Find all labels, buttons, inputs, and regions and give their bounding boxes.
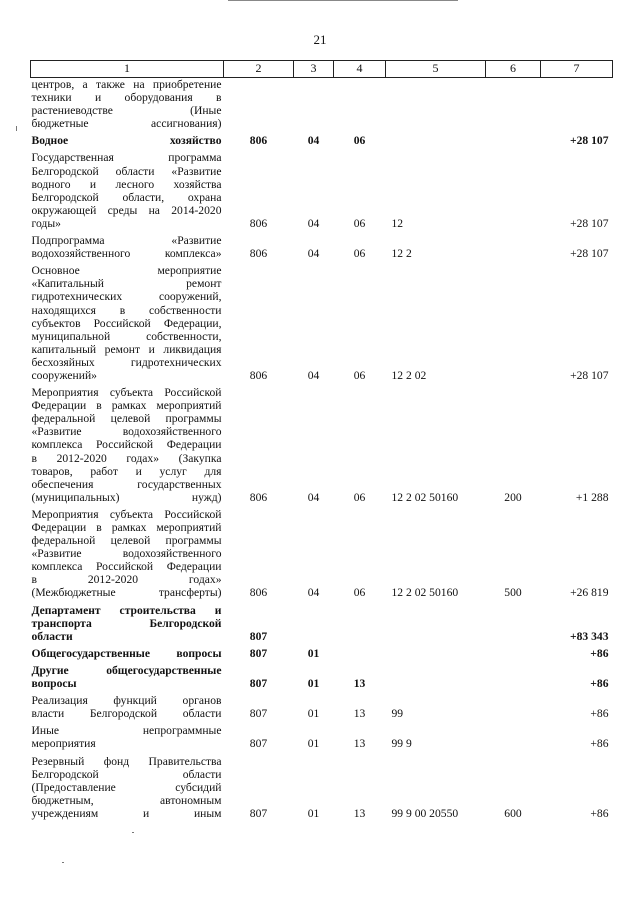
cell-c7: +28 107 bbox=[570, 368, 609, 382]
description-line: центров, а также на приобретение bbox=[31, 78, 222, 91]
cell-c6 bbox=[486, 664, 541, 694]
cell-c5: 99 9 bbox=[391, 737, 412, 751]
description-line: мероприятия bbox=[31, 737, 96, 751]
description-line: водохозяйственного комплекса» bbox=[31, 247, 222, 261]
cell-c5: 12 2 02 50160 bbox=[391, 586, 459, 600]
description-line: Другие общегосударственные bbox=[31, 663, 222, 677]
cell-c3: 01 bbox=[307, 646, 320, 660]
scan-mark bbox=[16, 126, 17, 131]
description-line: Подпрограмма «Развитие bbox=[31, 234, 222, 248]
description-line: находящихся в собственности bbox=[31, 303, 222, 317]
table-row bbox=[31, 508, 613, 604]
description-line: годы» bbox=[31, 216, 61, 230]
table-row bbox=[31, 234, 613, 264]
table-row bbox=[31, 647, 613, 664]
cell-c6 bbox=[486, 694, 541, 724]
header-row bbox=[31, 61, 613, 78]
table-row bbox=[31, 724, 613, 754]
cell-c4: 06 bbox=[353, 216, 366, 230]
table-row bbox=[31, 664, 613, 694]
row-description bbox=[31, 647, 224, 664]
description-line: области bbox=[31, 629, 73, 643]
cell-c4: 13 bbox=[353, 737, 366, 751]
cell-c3: 01 bbox=[307, 677, 320, 691]
cell-c7: +28 107 bbox=[570, 134, 609, 148]
description-line: окружающей среды на 2014-2020 bbox=[31, 203, 222, 217]
row-description bbox=[31, 694, 224, 724]
description-line: Мероприятия субъекта Российской bbox=[31, 386, 222, 400]
description-line: Резервный фонд Правительства bbox=[31, 754, 222, 768]
cell-c6 bbox=[486, 724, 541, 754]
cell-c4: 06 bbox=[353, 247, 366, 261]
description-line: Мероприятия субъекта Российской bbox=[31, 507, 222, 521]
cell-c5 bbox=[386, 134, 486, 151]
cell-c7: +86 bbox=[590, 677, 609, 691]
description-line: учреждениям и иным bbox=[31, 806, 222, 820]
cell-c5: 99 bbox=[391, 707, 404, 721]
description-line: капитальный ремонт и ликвидация bbox=[31, 342, 222, 356]
description-line: вопросы bbox=[31, 677, 77, 691]
cell-c6 bbox=[486, 604, 541, 647]
description-line: сооружений» bbox=[31, 368, 97, 382]
cell-c6: 600 bbox=[504, 806, 522, 820]
cell-c7: +86 bbox=[590, 737, 609, 751]
scan-mark bbox=[132, 832, 134, 833]
cell-c6 bbox=[486, 264, 541, 386]
description-line: транспорта Белгородской bbox=[31, 616, 222, 630]
cell-c3: 04 bbox=[307, 247, 320, 261]
cell-c3: 04 bbox=[307, 586, 320, 600]
cell-c7: +86 bbox=[590, 806, 609, 820]
cell-c2: 807 bbox=[249, 646, 268, 660]
cell-c2: 806 bbox=[249, 216, 268, 230]
description-line: федеральной целевой программы bbox=[31, 534, 222, 548]
header-col-1: 1 bbox=[31, 61, 224, 78]
description-line: муниципальной собственности, bbox=[31, 329, 222, 343]
description-line: «Капитальный ремонт bbox=[31, 277, 222, 291]
description-line: комплекса Российской Федерации bbox=[31, 438, 222, 452]
cell-c7: +26 819 bbox=[570, 586, 609, 600]
cell-c5 bbox=[386, 664, 486, 694]
cell-c5: 12 2 02 50160 bbox=[391, 490, 459, 504]
cell-c7: +28 107 bbox=[570, 247, 609, 261]
table-row bbox=[31, 755, 613, 824]
cell-c5: 99 9 00 20550 bbox=[391, 806, 459, 820]
row-description bbox=[31, 604, 224, 647]
description-line: водного и лесного хозяйства bbox=[31, 177, 222, 191]
row-description bbox=[31, 664, 224, 694]
cell-c4: 13 bbox=[353, 806, 366, 820]
description-line: Белгородской области, охрана bbox=[31, 190, 222, 204]
cell-c6 bbox=[486, 134, 541, 151]
description-line: гидротехнических сооружений, bbox=[31, 290, 222, 304]
description-line: (Предоставление субсидий bbox=[31, 780, 222, 794]
description-line: Водное хозяйство bbox=[31, 134, 222, 148]
header-col-2: 2 bbox=[224, 61, 294, 78]
description-line: в 2012-2020 годах» bbox=[31, 573, 222, 587]
row-description bbox=[31, 755, 224, 824]
description-line: (муниципальных) нужд) bbox=[31, 490, 222, 504]
cell-c3: 04 bbox=[307, 134, 320, 148]
cell-c2: 807 bbox=[249, 737, 268, 751]
description-line: бесхозяйных гидротехнических bbox=[31, 355, 222, 369]
header-col-5: 5 bbox=[386, 61, 486, 78]
description-line: Общегосударственные вопросы bbox=[31, 646, 222, 660]
cell-c7: +83 343 bbox=[570, 629, 609, 643]
cell-c7: +28 107 bbox=[570, 216, 609, 230]
header-col-3: 3 bbox=[294, 61, 334, 78]
cell-c4: 06 bbox=[353, 586, 366, 600]
cell-c4: 06 bbox=[353, 368, 366, 382]
cell-c2: 807 bbox=[249, 677, 268, 691]
row-description bbox=[31, 724, 224, 754]
cell-c3: 04 bbox=[307, 368, 320, 382]
cell-c2: 807 bbox=[249, 707, 268, 721]
cell-c5 bbox=[386, 647, 486, 664]
cell-c5: 12 2 bbox=[391, 247, 412, 261]
cell-c4: 06 bbox=[353, 134, 366, 148]
table-row bbox=[31, 151, 613, 234]
header-col-6: 6 bbox=[486, 61, 541, 78]
description-line: обеспечения государственных bbox=[31, 477, 222, 491]
row-description bbox=[31, 234, 224, 264]
cell-c7: +86 bbox=[590, 646, 609, 660]
description-line: бюджетные ассигнования) bbox=[31, 117, 222, 131]
cell-c3: 04 bbox=[307, 216, 320, 230]
cell-c4 bbox=[334, 604, 386, 647]
cell-c3: 01 bbox=[307, 737, 320, 751]
cell-c2: 806 bbox=[249, 490, 268, 504]
cell-c6 bbox=[486, 647, 541, 664]
cell-c6 bbox=[486, 234, 541, 264]
cell-c2: 806 bbox=[249, 247, 268, 261]
cell-c6: 200 bbox=[504, 490, 522, 504]
cell-c3 bbox=[294, 78, 334, 135]
cell-c4 bbox=[334, 647, 386, 664]
description-line: Федерации в рамках мероприятий bbox=[31, 399, 222, 413]
cell-c3 bbox=[294, 604, 334, 647]
description-line: растениеводстве (Иные bbox=[31, 104, 222, 118]
description-line: Белгородской области «Развитие bbox=[31, 164, 222, 178]
description-line: Департамент строительства и bbox=[31, 603, 222, 617]
cell-c7: +86 bbox=[590, 707, 609, 721]
table-header bbox=[31, 61, 613, 78]
cell-c2: 807 bbox=[249, 806, 268, 820]
row-description bbox=[31, 78, 224, 135]
description-line: Федерации в рамках мероприятий bbox=[31, 521, 222, 534]
cell-c5 bbox=[386, 604, 486, 647]
description-line: Основное мероприятие bbox=[31, 264, 222, 278]
table-row bbox=[31, 694, 613, 724]
row-description bbox=[31, 508, 224, 604]
cell-c2: 807 bbox=[249, 629, 268, 643]
cell-c2: 806 bbox=[249, 586, 268, 600]
description-line: субъектов Российской Федерации, bbox=[31, 316, 222, 330]
description-line: бюджетным, автономным bbox=[31, 793, 222, 807]
header-col-4: 4 bbox=[334, 61, 386, 78]
cell-c3: 01 bbox=[307, 806, 320, 820]
scan-mark bbox=[62, 862, 64, 863]
cell-c6 bbox=[486, 78, 541, 135]
cell-c5: 12 2 02 bbox=[391, 368, 427, 382]
cell-c6: 500 bbox=[504, 586, 522, 600]
cell-c4: 13 bbox=[353, 707, 366, 721]
cell-c3: 04 bbox=[307, 490, 320, 504]
top-edge-line bbox=[228, 0, 458, 1]
table-row bbox=[31, 78, 613, 135]
row-description bbox=[31, 386, 224, 508]
budget-table bbox=[30, 60, 613, 824]
header-col-7: 7 bbox=[541, 61, 613, 78]
row-description bbox=[31, 264, 224, 386]
page-number: 21 bbox=[313, 32, 327, 47]
cell-c2: 806 bbox=[249, 368, 268, 382]
description-line: техники и оборудования в bbox=[31, 91, 222, 105]
cell-c5 bbox=[386, 78, 486, 135]
description-line: власти Белгородской области bbox=[31, 707, 222, 721]
description-line: в 2012-2020 годах» (Закупка bbox=[31, 451, 222, 465]
cell-c2: 806 bbox=[249, 134, 268, 148]
description-line: федеральной целевой программы bbox=[31, 412, 222, 426]
description-line: Иные непрограммные bbox=[31, 724, 222, 738]
cell-c2 bbox=[224, 78, 294, 135]
description-line: «Развитие водохозяйственного bbox=[31, 425, 222, 439]
description-line: Реализация функций органов bbox=[31, 694, 222, 708]
description-line: Белгородской области bbox=[31, 767, 222, 781]
table-row bbox=[31, 134, 613, 151]
table-row bbox=[31, 604, 613, 647]
cell-c6 bbox=[486, 151, 541, 234]
table-row bbox=[31, 264, 613, 386]
description-line: комплекса Российской Федерации bbox=[31, 560, 222, 574]
cell-c4: 13 bbox=[353, 677, 366, 691]
description-line: «Развитие водохозяйственного bbox=[31, 547, 222, 561]
table-row bbox=[31, 386, 613, 508]
cell-c4: 06 bbox=[353, 490, 366, 504]
cell-c5: 12 bbox=[391, 216, 404, 230]
cell-c3: 01 bbox=[307, 707, 320, 721]
cell-c7 bbox=[541, 78, 613, 135]
cell-c7: +1 288 bbox=[575, 490, 609, 504]
cell-c4 bbox=[334, 78, 386, 135]
row-description bbox=[31, 151, 224, 234]
row-description bbox=[31, 134, 224, 151]
description-line: Государственная программа bbox=[31, 151, 222, 165]
description-line: (Межбюджетные трансферты) bbox=[31, 586, 222, 600]
description-line: товаров, работ и услуг для bbox=[31, 464, 222, 478]
table-body bbox=[31, 78, 613, 824]
